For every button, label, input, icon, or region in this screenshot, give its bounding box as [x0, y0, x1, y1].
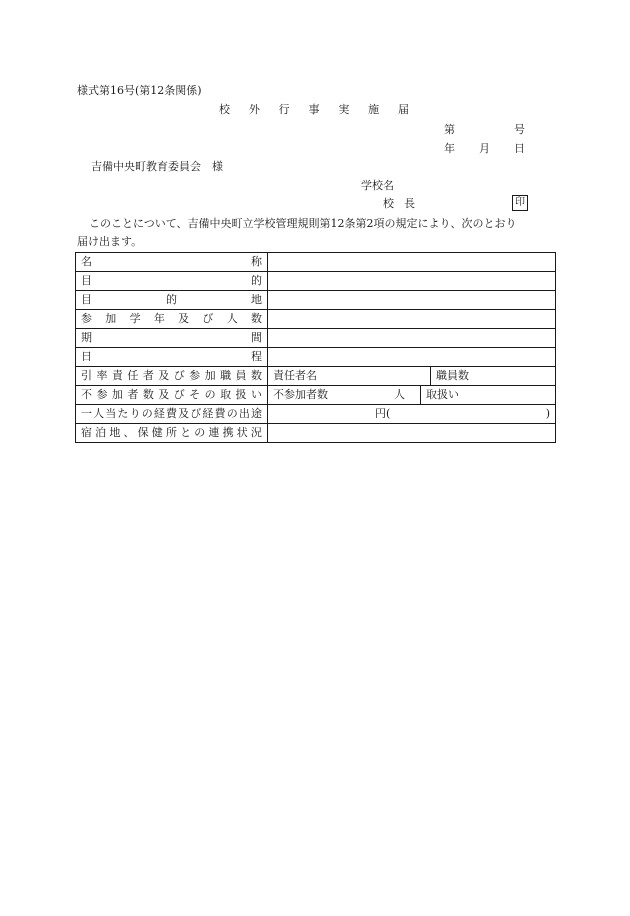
label-char: 加	[111, 388, 123, 401]
staff-count-input[interactable]	[431, 367, 555, 385]
label-char: 扱	[235, 388, 247, 401]
label-char: 人	[226, 312, 238, 325]
title-char: 事	[308, 103, 320, 116]
row-label-name	[76, 253, 268, 272]
leader-name-label: 責任者名	[273, 369, 317, 382]
number-prefix: 第	[444, 123, 455, 136]
title-char: 実	[338, 103, 350, 116]
non-participant-count-input[interactable]	[268, 386, 421, 404]
row-label-non-participants	[76, 386, 268, 405]
non-participant-cell	[268, 386, 556, 405]
handling-label: 取扱い	[426, 388, 459, 401]
label-char: 宿	[81, 426, 92, 439]
label-char: 者	[142, 369, 154, 382]
label-char: 日	[81, 350, 92, 363]
label-char: 目	[81, 274, 92, 287]
label-char: 期	[81, 331, 92, 344]
label-char: 員	[235, 369, 247, 382]
date-month: 月	[479, 142, 490, 155]
label-char: 状	[236, 426, 248, 439]
label-char: 数	[250, 369, 262, 382]
label-char: 間	[251, 331, 262, 344]
label-char: 程	[251, 350, 262, 363]
label-char: 途	[250, 407, 262, 420]
seal-mark: 印	[512, 195, 528, 211]
principal-char: 校	[383, 197, 394, 210]
label-char: 加	[105, 312, 117, 325]
table-row	[76, 386, 556, 405]
row-label-lodging-and-health	[76, 424, 268, 443]
label-char: 年	[153, 312, 165, 325]
label-char: 称	[251, 255, 262, 268]
table-row	[76, 291, 556, 310]
table-row	[76, 367, 556, 386]
row-label-destination	[76, 291, 268, 310]
label-char: 保	[137, 426, 149, 439]
purpose-input[interactable]	[268, 272, 556, 291]
document-number-line	[444, 124, 525, 135]
label-char: 及	[178, 407, 190, 420]
label-char: 学	[129, 312, 141, 325]
label-char: 職	[220, 369, 232, 382]
schedule-input[interactable]	[268, 348, 556, 367]
school-name-label: 学校名	[361, 179, 394, 192]
label-char: び	[173, 369, 185, 382]
label-char: 地	[251, 293, 262, 306]
label-char: 出	[238, 407, 250, 420]
label-char: り	[129, 407, 141, 420]
table-row	[76, 348, 556, 367]
title-char: 校	[219, 103, 230, 116]
label-char: の	[226, 407, 238, 420]
label-char: 所	[165, 426, 177, 439]
row-label-chaperones	[76, 367, 268, 386]
name-input[interactable]	[268, 253, 556, 272]
label-char: 数	[142, 388, 154, 401]
title-char: 施	[368, 103, 380, 116]
label-char: 携	[222, 426, 234, 439]
grades-and-count-input[interactable]	[268, 310, 556, 329]
label-char: 的	[251, 274, 262, 287]
label-char: び	[202, 312, 214, 325]
table-row	[76, 405, 556, 424]
label-char: 責	[111, 369, 123, 382]
document-title	[219, 104, 409, 115]
form-number: 様式第16号(第12条関係)	[77, 84, 202, 97]
label-char: 参	[189, 369, 201, 382]
label-char: た	[117, 407, 129, 420]
label-char: 加	[204, 369, 216, 382]
row-label-purpose	[76, 272, 268, 291]
label-char: び	[173, 388, 185, 401]
label-char: の	[194, 426, 206, 439]
cost-input[interactable]	[268, 405, 556, 424]
title-char: 外	[248, 103, 260, 116]
yen-unit: 円(	[375, 407, 391, 420]
body-text	[77, 215, 557, 251]
table-row	[76, 424, 556, 443]
label-char: 経	[202, 407, 214, 420]
title-char: 行	[278, 103, 290, 116]
label-char: い	[250, 388, 262, 401]
label-char: 況	[250, 426, 262, 439]
non-participant-count-label: 不参加者数	[273, 388, 328, 401]
label-char: 泊	[95, 426, 107, 439]
label-char: 費	[214, 407, 226, 420]
label-char: 率	[96, 369, 108, 382]
principal-label	[383, 198, 415, 209]
table-row	[76, 272, 556, 291]
table-row	[76, 310, 556, 329]
label-char: 一	[81, 407, 92, 420]
label-char: 人	[93, 407, 105, 420]
title-char: 届	[397, 103, 409, 116]
label-char: 取	[220, 388, 232, 401]
table-row	[76, 329, 556, 348]
label-char: 参	[81, 312, 92, 325]
label-char: 健	[151, 426, 163, 439]
label-char: 任	[127, 369, 139, 382]
lodging-and-health-input[interactable]	[268, 424, 556, 443]
label-char: 引	[81, 369, 92, 382]
body-line: 届け出ます。	[77, 235, 143, 248]
label-char: 地	[109, 426, 121, 439]
period-input[interactable]	[268, 329, 556, 348]
principal-char: 長	[404, 197, 415, 210]
cost-close-paren: )	[545, 407, 550, 420]
label-char: 経	[153, 407, 165, 420]
label-char: 、	[123, 426, 135, 439]
label-char: そ	[189, 388, 201, 401]
label-char: 名	[81, 255, 92, 268]
label-char: 目	[81, 293, 92, 306]
body-line: このことについて、吉備中央町立学校管理規則第12条第2項の規定により、次のとおり	[89, 217, 517, 230]
label-char: 費	[165, 407, 177, 420]
label-char: 数	[250, 312, 262, 325]
label-char: 的	[166, 293, 177, 306]
label-char: 及	[158, 388, 170, 401]
label-char: の	[204, 388, 216, 401]
label-char: 参	[96, 388, 108, 401]
date-day: 日	[514, 142, 525, 155]
chaperone-cell	[268, 367, 556, 386]
addressee: 吉備中央町教育委員会 様	[91, 160, 223, 173]
label-char: 当	[105, 407, 117, 420]
label-char: 及	[158, 369, 170, 382]
label-char: 不	[81, 388, 92, 401]
row-label-period	[76, 329, 268, 348]
date-year: 年	[444, 142, 455, 155]
staff-count-label: 職員数	[436, 369, 469, 382]
handling-input[interactable]	[421, 386, 555, 404]
label-char: び	[190, 407, 202, 420]
leader-name-input[interactable]	[268, 367, 431, 385]
row-label-schedule	[76, 348, 268, 367]
label-char: と	[180, 426, 192, 439]
person-unit: 人	[394, 388, 405, 401]
table-row	[76, 253, 556, 272]
label-char: の	[141, 407, 153, 420]
date-line	[444, 143, 525, 154]
form-table	[75, 252, 556, 443]
row-label-cost	[76, 405, 268, 424]
label-char: 及	[178, 312, 190, 325]
destination-input[interactable]	[268, 291, 556, 310]
label-char: 者	[127, 388, 139, 401]
row-label-grades-and-count	[76, 310, 268, 329]
number-suffix: 号	[514, 123, 525, 136]
label-char: 連	[208, 426, 220, 439]
